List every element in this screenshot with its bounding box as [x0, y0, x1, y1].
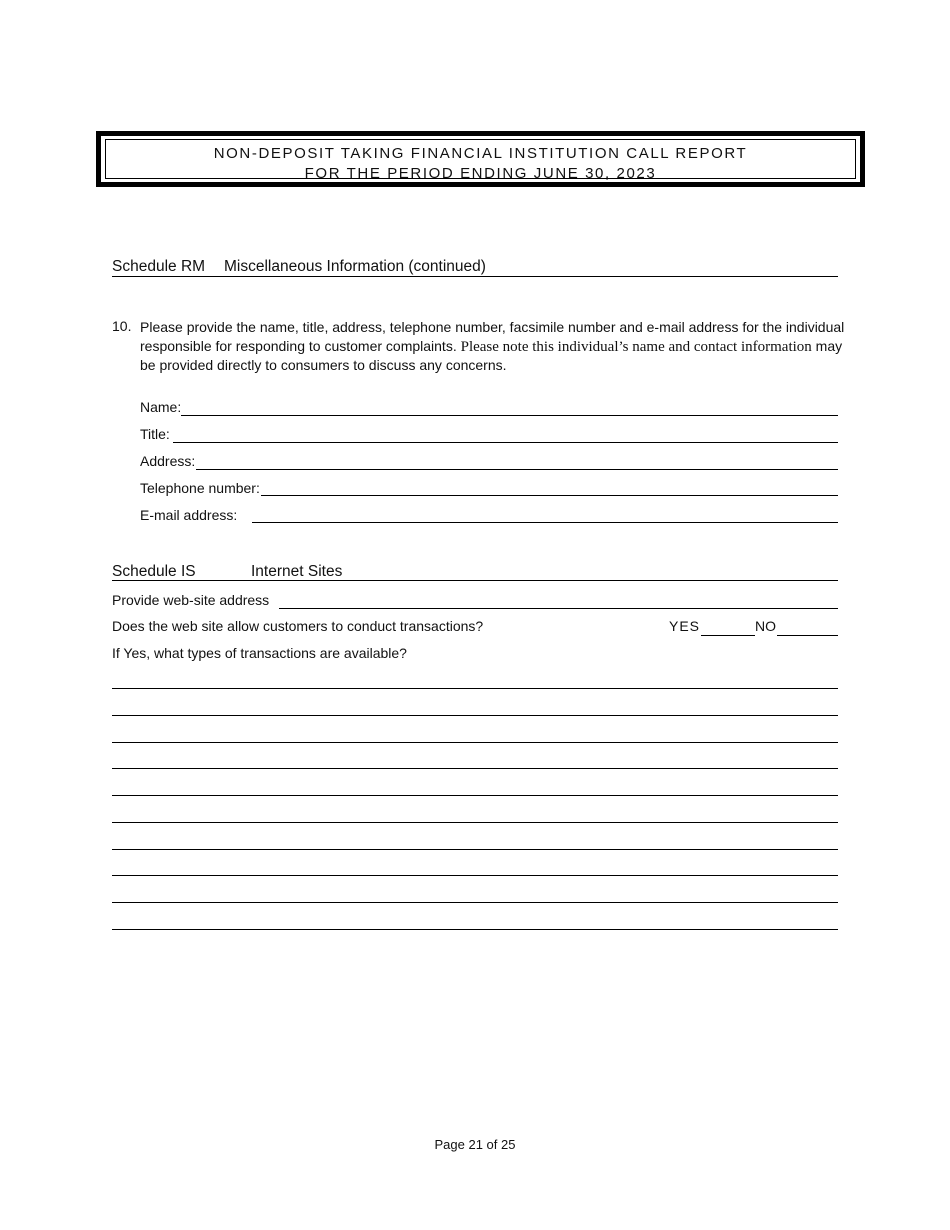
page-number: Page 21 of 25 [434, 1137, 516, 1152]
report-title-box [96, 131, 865, 187]
answer-line[interactable] [112, 902, 838, 903]
question-10-text-part2: Please note this individual’s name and contact information [460, 338, 812, 355]
answer-line[interactable] [112, 929, 838, 930]
email-field-line[interactable] [252, 522, 838, 523]
report-title-inner-border [105, 139, 856, 182]
answer-line[interactable] [112, 795, 838, 796]
address-field-line[interactable] [196, 469, 838, 470]
title-field-line[interactable] [173, 442, 838, 443]
question-10-text [140, 318, 852, 375]
answer-line[interactable] [112, 875, 838, 876]
website-field-line[interactable] [279, 608, 838, 609]
schedule-rm-underline [112, 276, 838, 277]
yes-field-line[interactable] [701, 635, 755, 636]
report-title-line-2: FOR THE PERIOD ENDING JUNE 30, 2023 [304, 165, 657, 182]
answer-line[interactable] [112, 742, 838, 743]
name-label: Name: [140, 399, 182, 415]
answer-line[interactable] [112, 849, 838, 850]
telephone-label: Telephone number: [140, 480, 260, 496]
answer-line[interactable] [112, 688, 838, 689]
answer-line[interactable] [112, 768, 838, 769]
question-10-text-part1: Please provide the name, title, address, telephone number, facsimile number and e-mail address for the individual responsible for responding to customer complaints. [140, 319, 845, 354]
answer-line[interactable] [112, 715, 838, 716]
answer-line[interactable] [112, 822, 838, 823]
address-label: Address: [140, 453, 196, 469]
no-label: NO [755, 618, 776, 634]
types-question: If Yes, what types of transactions are available? [112, 645, 407, 661]
title-label: Title: [140, 426, 170, 442]
yes-label: YES [669, 618, 701, 634]
schedule-is-title: Internet Sites [251, 563, 343, 580]
schedule-is-code: Schedule IS [112, 563, 196, 580]
schedule-rm-title: Miscellaneous Information (continued) [224, 258, 486, 275]
email-label: E-mail address: [140, 507, 238, 523]
report-title-line-1: NON-DEPOSIT TAKING FINANCIAL INSTITUTION CALL REPORT [213, 145, 748, 162]
question-10-text-part3: may be provided directly to consumers to discuss any concerns. [140, 337, 843, 373]
schedule-is-underline [112, 580, 838, 581]
website-label: Provide web-site address [112, 592, 270, 608]
schedule-rm-code: Schedule RM [112, 258, 206, 275]
question-10-number: 10. [112, 318, 132, 334]
no-field-line[interactable] [777, 635, 838, 636]
telephone-field-line[interactable] [261, 495, 838, 496]
name-field-line[interactable] [181, 415, 838, 416]
transactions-question: Does the web site allow customers to conduct transactions? [112, 618, 484, 634]
